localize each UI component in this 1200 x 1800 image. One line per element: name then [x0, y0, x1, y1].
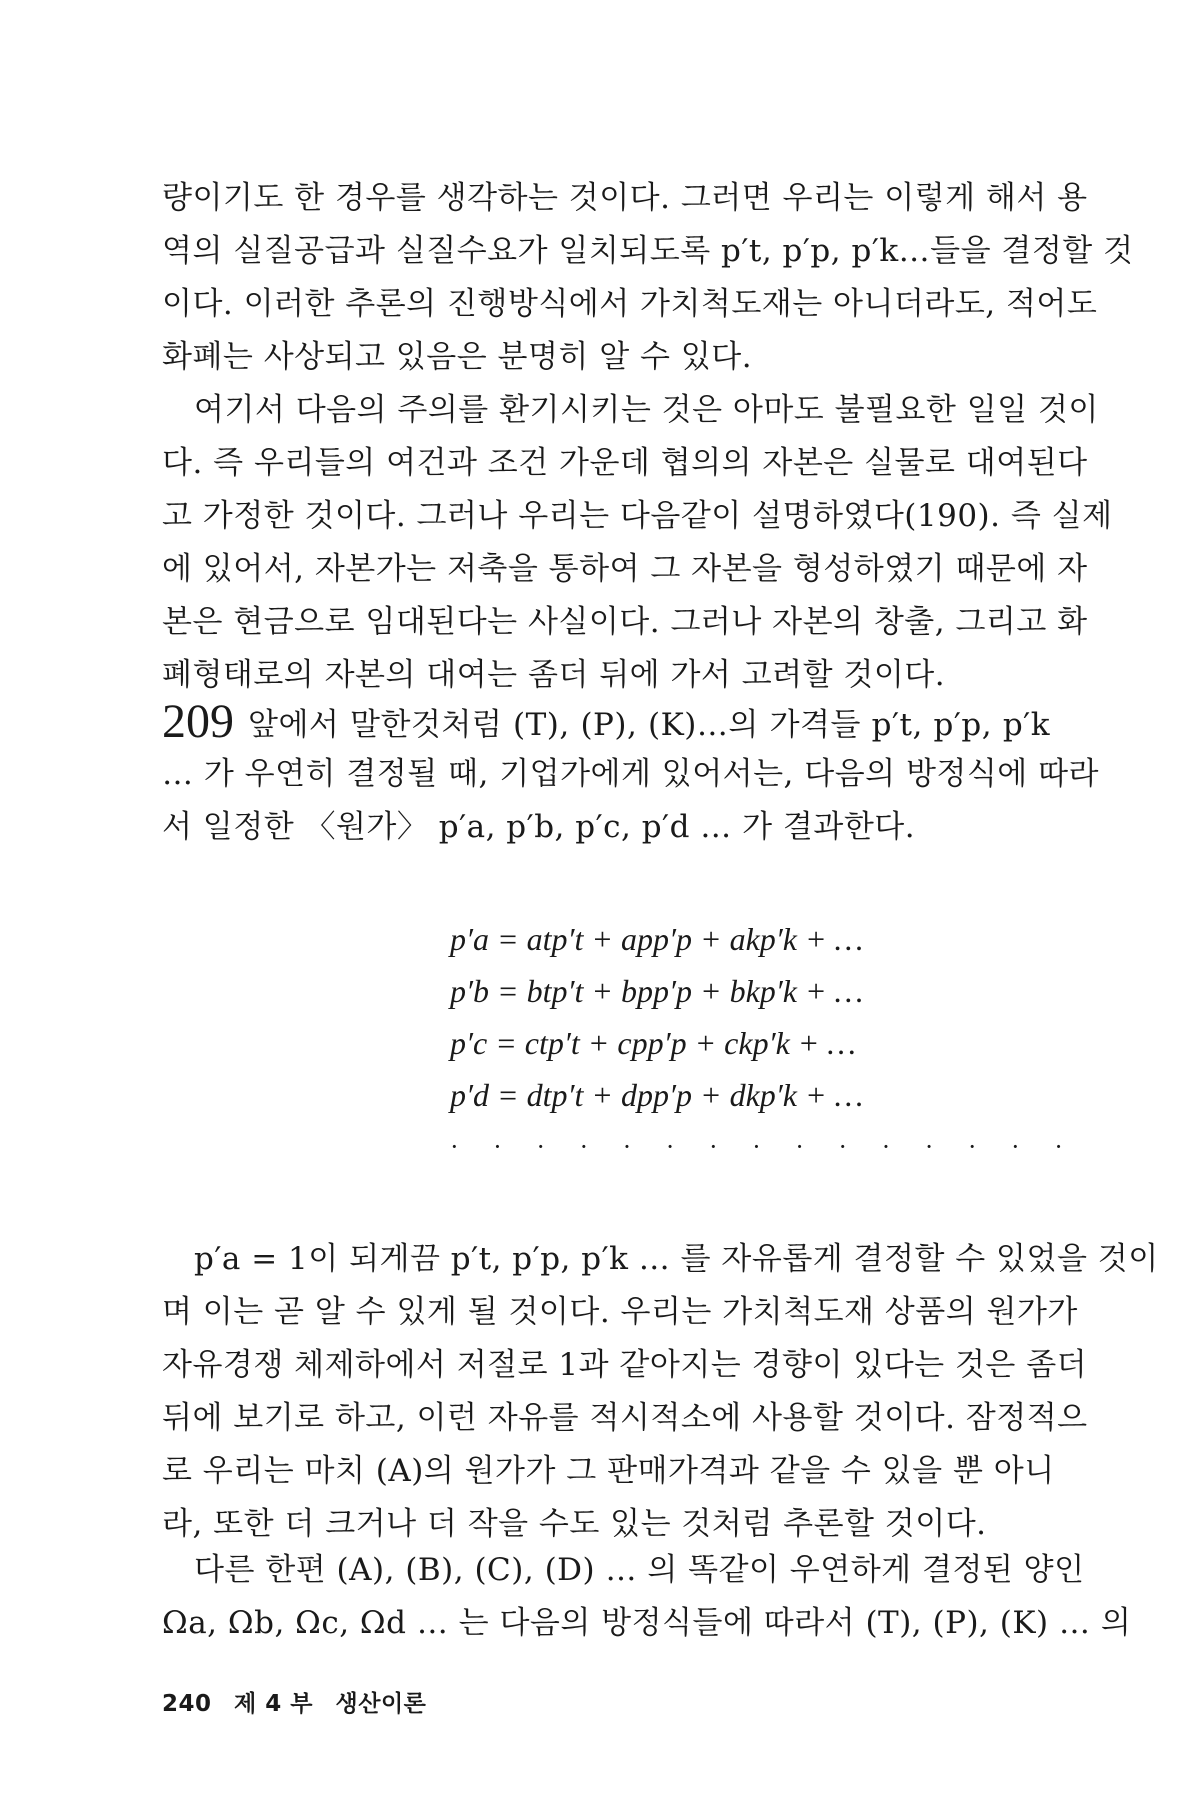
text-line: 본은 현금으로 임대된다는 사실이다. 그러나 자본의 창출, 그리고 화 — [162, 604, 1088, 640]
text-line: 량이기도 한 경우를 생각하는 것이다. 그러면 우리는 이렇게 해서 용 — [162, 180, 1088, 216]
section-209 — [162, 695, 1099, 854]
paragraph-continuation — [162, 172, 1134, 384]
text-line: Ωa, Ωb, Ωc, Ωd … 는 다음의 방정식들에 따라서 (T), (P), (K) … 의 — [162, 1605, 1132, 1641]
text-line: 이다. 이러한 추론의 진행방식에서 가치척도재는 아니더라도, 적어도 — [162, 286, 1098, 322]
section-number: 209 — [162, 695, 234, 748]
text-line: 뒤에 보기로 하고, 이런 자유를 적시적소에 사용할 것이다. 잠정적으 — [162, 1400, 1088, 1436]
equation-block — [450, 913, 1077, 1173]
paragraph-cost-freedom — [162, 1233, 1159, 1551]
text-line: 로 우리는 마치 (A)의 원가가 그 판매가격과 같을 수 있을 뿐 아니 — [162, 1453, 1055, 1489]
text-line: … 가 우연히 결정될 때, 기업가에게 있어서는, 다음의 방정식에 따라 — [162, 756, 1099, 792]
text-line: 에 있어서, 자본가는 저축을 통하여 그 자본을 형성하였기 때문에 자 — [162, 551, 1088, 587]
equation: p′d = dtp′t + dpp′p + dkp′k + … — [450, 1077, 864, 1113]
text-line — [162, 695, 1050, 748]
paragraph-quantities — [162, 1544, 1132, 1650]
text-line: 폐형태로의 자본의 대여는 좀더 뒤에 가서 고려할 것이다. — [162, 657, 946, 693]
running-title: 생산이론 — [335, 1691, 427, 1717]
paragraph-capital-note — [162, 384, 1113, 702]
text-line: 화폐는 사상되고 있음은 분명히 알 수 있다. — [162, 339, 753, 375]
text-line: 다른 한편 (A), (B), (C), (D) … 의 똑같이 우연하게 결정된 양인 — [194, 1552, 1085, 1588]
section-first-line: 앞에서 말한것처럼 (T), (P), (K)…의 가격들 p′t, p′p, p′k — [248, 707, 1050, 743]
equation-ellipsis: · · · · · · · · · · · · · · · — [450, 1132, 1077, 1161]
text-line: 다. 즉 우리들의 여건과 조건 가운데 협의의 자본은 실물로 대여된다 — [162, 445, 1088, 481]
text-line: 서 일정한 〈원가〉 p′a, p′b, p′c, p′d … 가 결과한다. — [162, 809, 916, 845]
text-line: 여기서 다음의 주의를 환기시키는 것은 아마도 불필요한 일일 것이 — [194, 392, 1099, 428]
equation: p′c = ctp′t + cpp′p + ckp′k + … — [450, 1025, 856, 1061]
page-number: 240 — [162, 1691, 212, 1717]
page-footer — [162, 1685, 440, 1718]
equation: p′a = atp′t + app′p + akp′k + … — [450, 921, 864, 957]
text-line: 역의 실질공급과 실질수요가 일치되도록 p′t, p′p, p′k…들을 결정할 것 — [162, 233, 1134, 269]
text-line: 고 가정한 것이다. 그러나 우리는 다음같이 설명하였다(190). 즉 실제 — [162, 498, 1113, 534]
text-line: p′a = 1이 되게끔 p′t, p′p, p′k … 를 자유롭게 결정할 수 있었을 것이 — [194, 1241, 1159, 1277]
part-label: 제 4 부 — [234, 1691, 313, 1717]
text-line: 자유경쟁 체제하에서 저절로 1과 같아지는 경향이 있다는 것은 좀더 — [162, 1347, 1088, 1383]
text-line: 며 이는 곧 알 수 있게 될 것이다. 우리는 가치척도재 상품의 원가가 — [162, 1294, 1078, 1330]
equation: p′b = btp′t + bpp′p + bkp′k + … — [450, 973, 864, 1009]
text-line: 라, 또한 더 크거나 더 작을 수도 있는 것처럼 추론할 것이다. — [162, 1506, 987, 1542]
